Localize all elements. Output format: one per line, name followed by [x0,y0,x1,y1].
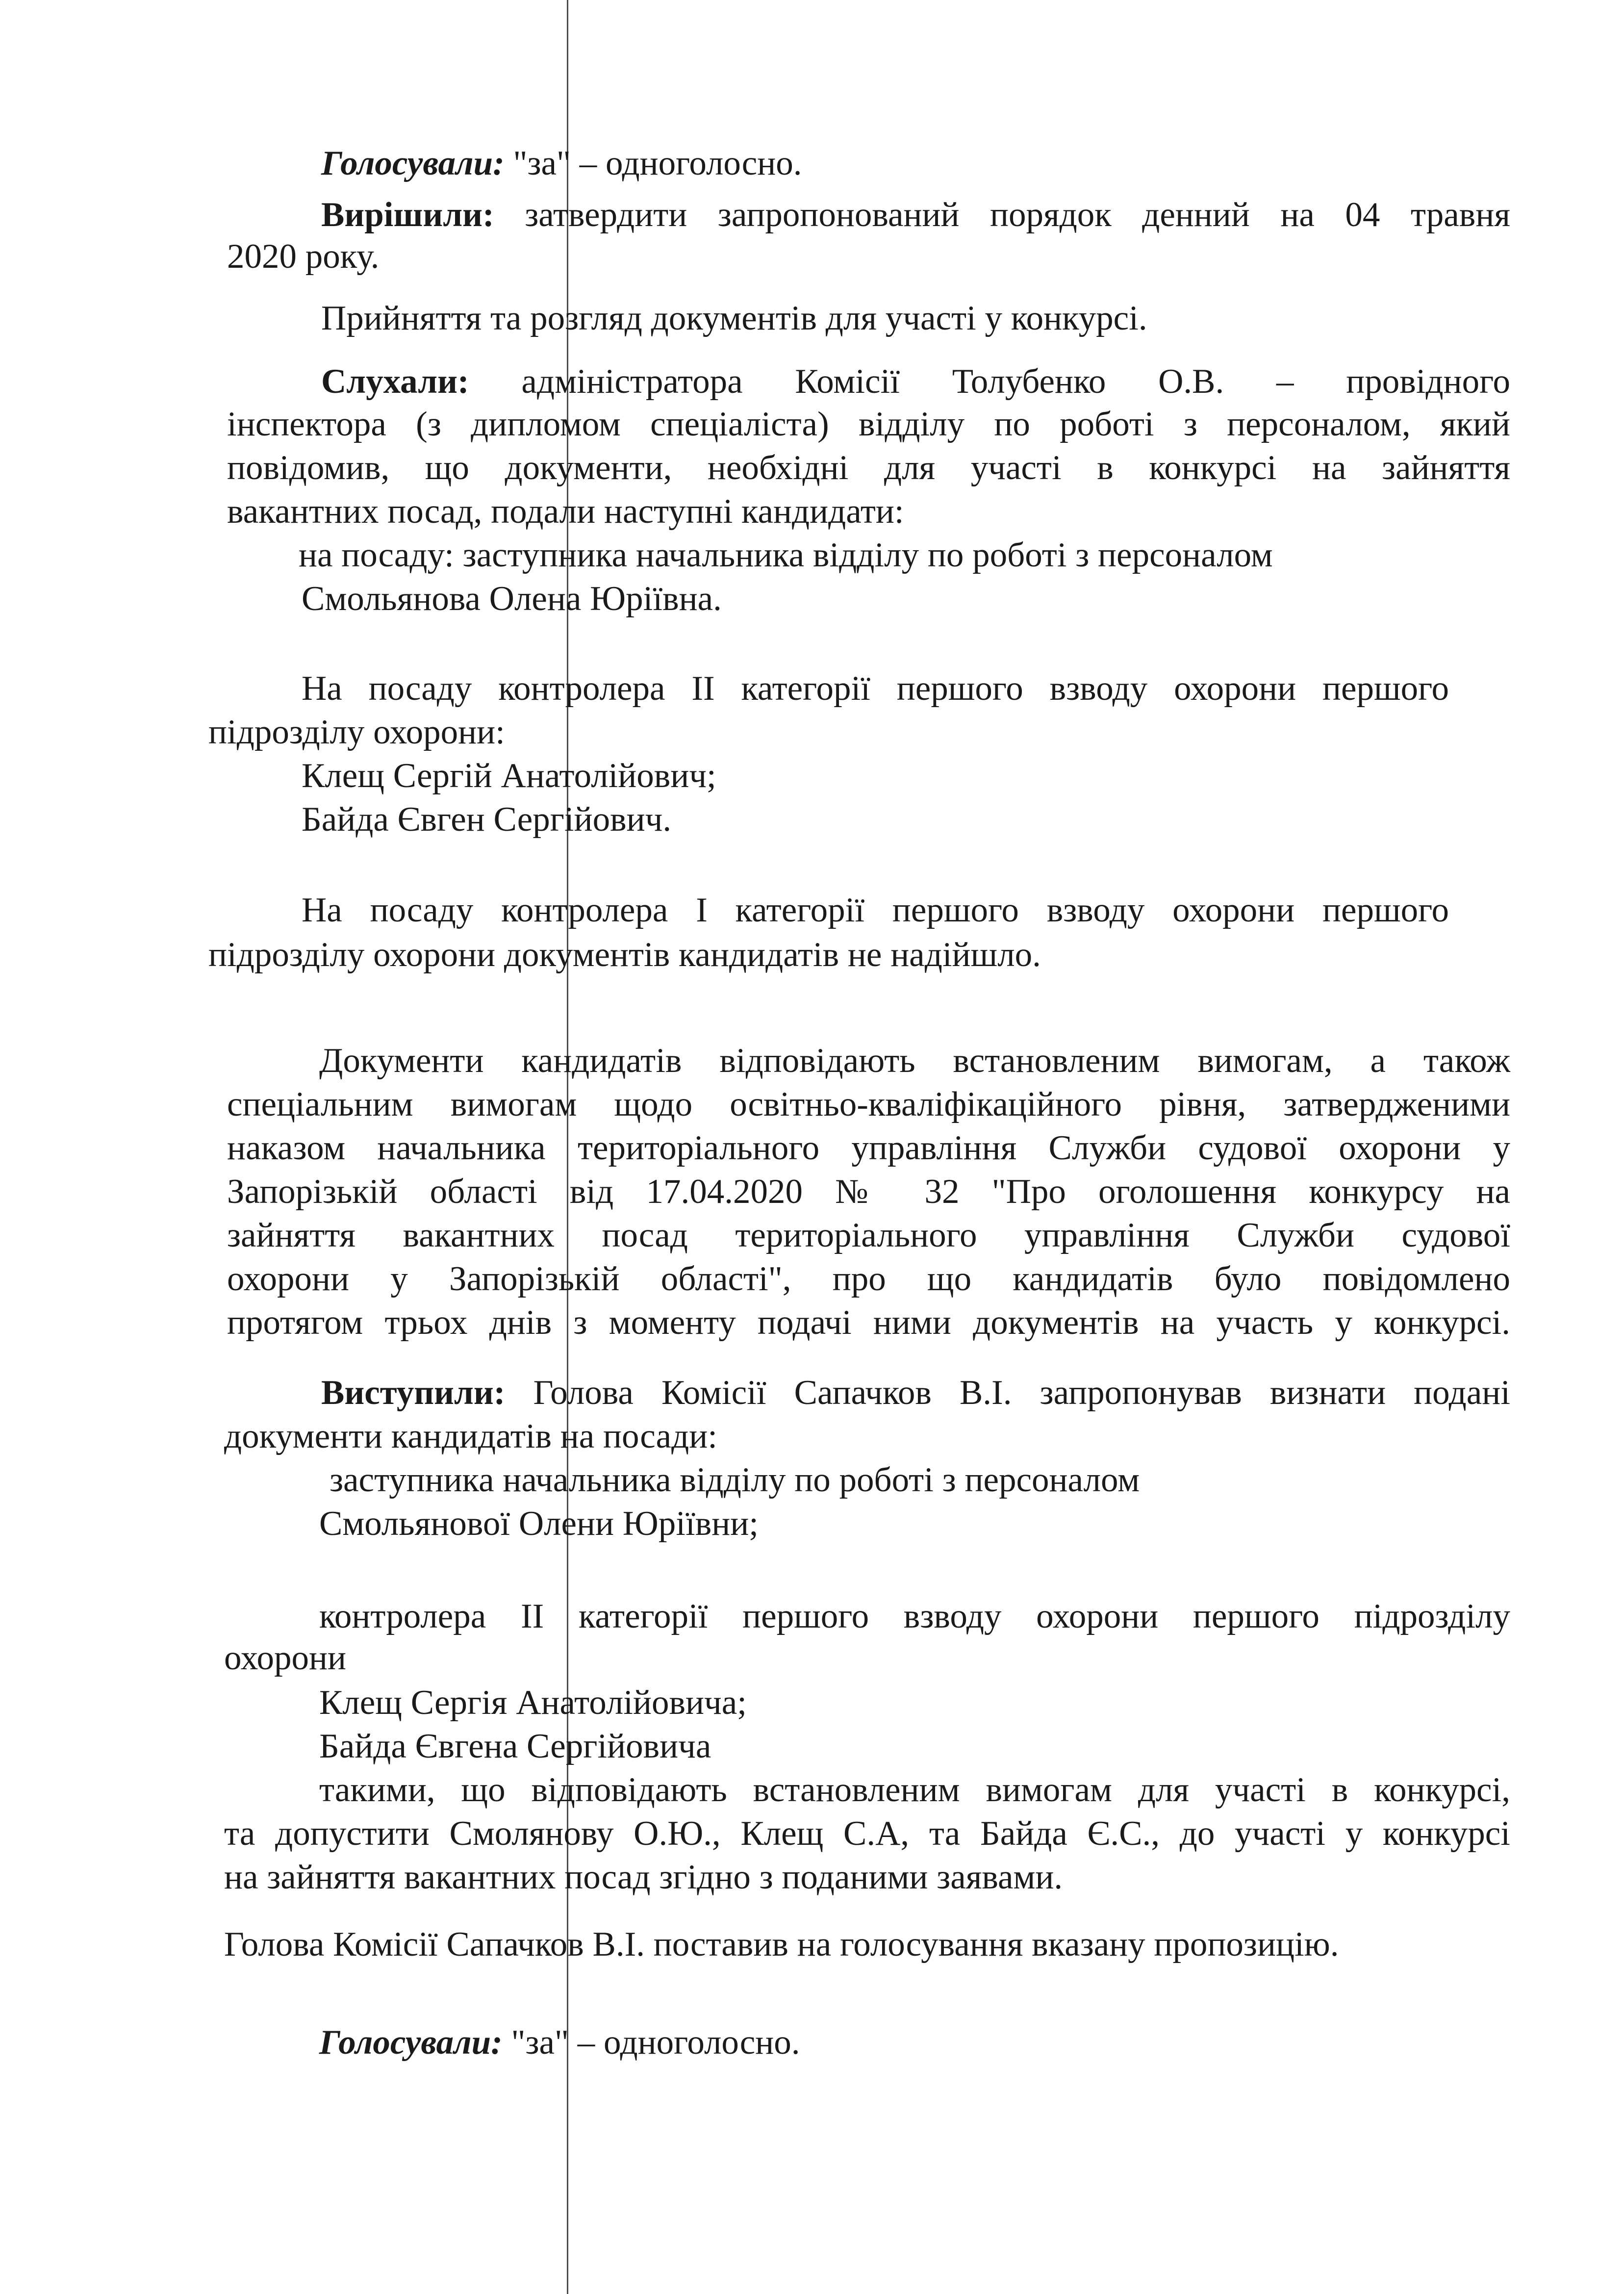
position3-line-2: підрозділу охорони документів кандидатів не надійшло. [208,936,1041,974]
position3-line-1: На посаду контролера І категорії першого взводу охорони першого [302,891,1449,929]
heard-line-2: інспектора (з дипломом спеціаліста) відділу по роботі з персоналом, який [227,405,1510,443]
vote-text: "за" – одноголосно. [502,2023,800,2062]
vote-line-1 [321,141,802,185]
position2-line-1: На посаду контролера ІІ категорії першого взводу охорони першого [302,669,1449,708]
documents-line-1: Документи кандидатів відповідають встановленим вимогам, а також [319,1042,1510,1080]
heard-label: Слухали: [321,362,469,401]
chair-vote-line: Голова Комісії Сапачков В.І. поставив на голосування вказану пропозицію. [224,1925,1339,1963]
spoke-line-2: документи кандидатів на посади: [224,1417,718,1455]
documents-line-7: протягом трьох днів з моменту подачі ними документів на участь у конкурсі. [227,1303,1510,1342]
position2-line-2: підрозділу охорони: [208,713,505,751]
position2-candidate-1: Клещ Сергій Анатолійович; [302,757,716,795]
spoke-line-8: Байда Євгена Сергійовича [319,1727,711,1765]
spoke-line-1 [321,1371,1510,1415]
spoke-line-4: Смольянової Олени Юріївни; [319,1504,759,1543]
spoke-text: Голова Комісії Сапачков В.І. запропонував визнати подані [505,1374,1510,1412]
vote-text: "за" – одноголосно. [504,144,802,182]
documents-line-2: спеціальним вимогам щодо освітньо-кваліфікаційного рівня, затвердженими [227,1085,1510,1123]
position2-candidate-2: Байда Євген Сергійович. [302,800,672,839]
spoke-line-11: на зайняття вакантних посад згідно з поданими заявами. [224,1858,1063,1896]
spoke-line-9: такими, що відповідають встановленим вимогам для участі в конкурсі, [319,1771,1510,1809]
heard-line-5: на посаду: заступника начальника відділу по роботі з персоналом [299,536,1273,574]
heard-text: адміністратора Комісії Толубенко О.В. – провідного [469,362,1510,401]
decided-line-1 [321,193,1510,237]
heard-line-1 [321,359,1510,404]
spoke-label: Виступили: [321,1374,506,1412]
heard-line-6: Смольянова Олена Юріївна. [302,580,722,618]
documents-line-3: наказом начальника територіального управління Служби судової охорони у [227,1129,1510,1167]
documents-line-6: охорони у Запорізькій області", про що кандидатів було повідомлено [227,1260,1510,1298]
decided-label: Вирішили: [321,196,494,234]
spoke-line-6: охорони [224,1639,347,1677]
documents-line-5: зайняття вакантних посад територіального управління Служби судової [227,1216,1510,1254]
spoke-line-7: Клещ Сергія Анатолійовича; [319,1683,747,1722]
spoke-line-10: та допустити Смолянову О.Ю., Клещ С.А, та Байда Є.С., до участі у конкурсі [224,1814,1510,1853]
decided-line-2: 2020 року. [227,237,380,276]
spoke-line-5: контролера ІІ категорії першого взводу охорони першого підрозділу [319,1597,1510,1635]
vote-label: Голосували: [321,144,505,182]
heard-line-3: повідомив, що документи, необхідні для участі в конкурсі на зайняття [227,449,1510,487]
documents-line-4: Запорізькій області від 17.04.2020 № 32 "Про оголошення конкурсу на [227,1172,1510,1211]
agenda-item: Прийняття та розгляд документів для участі у конкурсі. [321,299,1147,337]
heard-line-4: вакантних посад, подали наступні кандидати: [227,492,904,531]
spoke-line-3: заступника начальника відділу по роботі з персоналом [330,1461,1140,1499]
vote-line-2 [319,2020,800,2065]
decided-text: затвердити запропонований порядок денний на 04 травня [494,196,1510,234]
vote-label: Голосували: [319,2023,503,2062]
